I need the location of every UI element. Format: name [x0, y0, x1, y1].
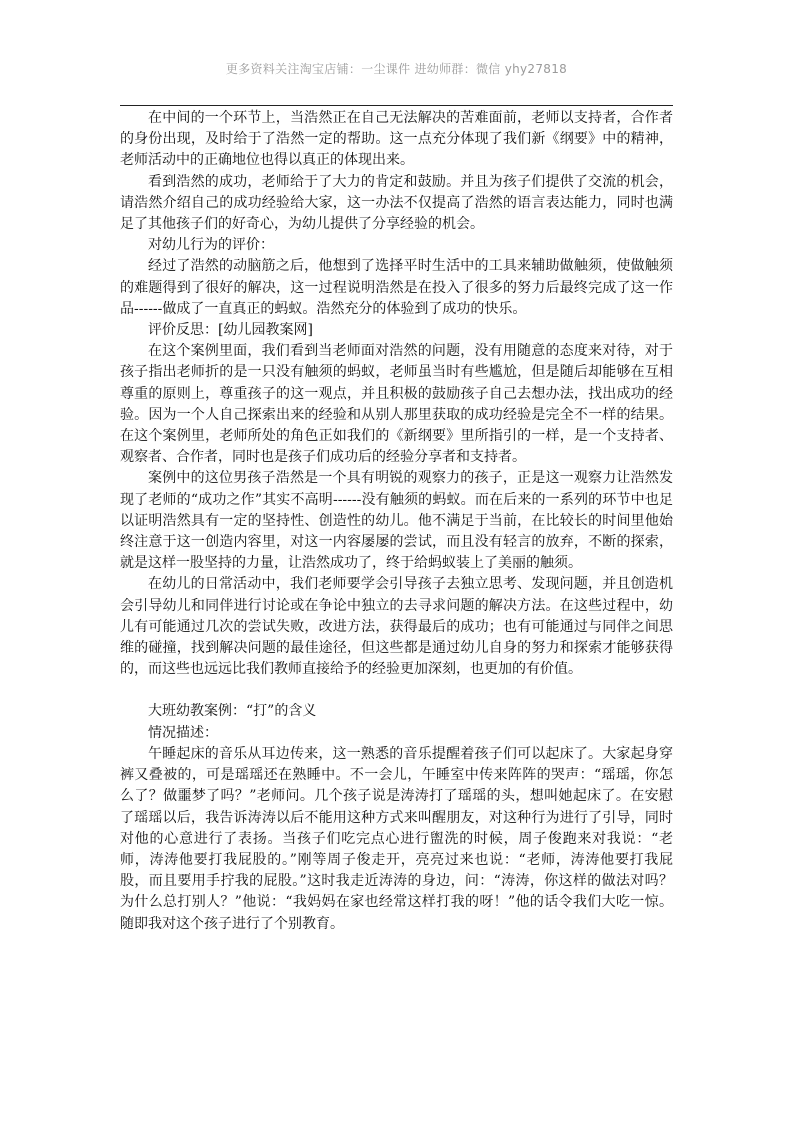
page-header-watermark: 更多资料关注淘宝店铺：一尘课件 进幼师群：微信 yhy27818 [225, 62, 568, 76]
paragraph: 在中间的一个环节上，当浩然正在自己无法解决的苦难面前，老师以支持者，合作者的身份出现，及时给于了浩然一定的帮助。这一点充分体现了我们新《纲要》中的精神，老师活动中的正确地位也得以真正的体现出来。 [120, 110, 673, 169]
section-label: 情况描述： [148, 724, 218, 741]
paragraph: 看到浩然的成功，老师给于了大力的肯定和鼓励。并且为孩子们提供了交流的机会，请浩然介绍自己的成功经验给大家，这一办法不仅提高了浩然的语言表达能力，同时也满足了其他孩子们的好奇心，为幼儿提供了分享经验的机会。 [120, 173, 673, 233]
document-body [120, 108, 673, 935]
section-label: 评价反思：[幼儿园教案网] [148, 322, 313, 339]
paragraph: 案例中的这位男孩子浩然是一个具有明锐的观察力的孩子，正是这一观察力让浩然发现了老师的“成功之作”其实不高明------没有触须的蚂蚁。而在后来的一系列的环节中也足以证明浩然具有一定的坚持性、创造性的幼儿。他不满足于当前，在比较长的时间里他始终注意于这一创造内容里，对这一内容屡屡的尝试，而且没有轻言的放弃，不断的探索，就是这样一股坚持的力量，让浩然成功了，终于给蚂蚁装上了美丽的触须。 [120, 470, 673, 572]
paragraph: 在幼儿的日常活动中，我们老师要学会引导孩子去独立思考、发现问题，并且创造机会引导幼儿和同伴进行讨论或在争论中独立的去寻求问题的解决方法。在这些过程中，幼儿有可能通过几次的尝试失败，改进方法，获得最后的成功；也有可能通过与同伴之间思维的碰撞，找到解决问题的最佳途径，但这些都是通过幼儿自身的努力和探索才能够获得的，而这些也远远比我们教师直接给予的经验更加深刻，也更加的有价值。 [120, 576, 673, 678]
header-divider [120, 105, 673, 106]
paragraph: 在这个案例里面，我们看到当老师面对浩然的问题，没有用随意的态度来对待，对于孩子指出老师折的是一只没有触须的蚂蚁，老师虽当时有些尴尬，但是随后却能够在互相尊重的原则上，尊重孩子的这一观点，并且积极的鼓励孩子自己去想办法，找出成功的经验。因为一个人自己探索出来的经验和从别人那里获取的成功经验是完全不一样的结果。在这个案例里，老师所处的角色正如我们的《新纲要》里所指引的一样，是一个支持者、观察者、合作者，同时也是孩子们成功后的经验分享者和支持者。 [120, 343, 673, 466]
case-title: 大班幼教案例：“打”的含义 [148, 703, 317, 720]
paragraph: 午睡起床的音乐从耳边传来，这一熟悉的音乐提醒着孩子们可以起床了。大家起身穿裤又叠被的，可是瑶瑶还在熟睡中。不一会儿，午睡室中传来阵阵的哭声：“瑶瑶，你怎么了？做噩梦了吗？”老师问。几个孩子说是涛涛打了瑶瑶的头，想叫她起床了。在安慰了瑶瑶以后，我告诉涛涛以后不能用这种方式来叫醒朋友，对这种行为进行了引导，同时对他的心意进行了表扬。当孩子们吃完点心进行盥洗的时候，周子俊跑来对我说：“老师，涛涛他要打我屁股的。”刚等周子俊走开，亮亮过来也说：“老师，涛涛他要打我屁股，而且要用手拧我的屁股。”这时我走近涛涛的身边，问：“涛涛，你这样的做法对吗？为什么总打别人？”他说：“我妈妈在家也经常这样打我的呀！”他的话令我们大吃一惊。随即我对这个孩子进行了个别教育。 [120, 745, 673, 932]
paragraph: 经过了浩然的动脑筋之后，他想到了选择平时生活中的工具来辅助做触须，使做触须的难题得到了很好的解决，这一过程说明浩然是在投入了很多的努力后最终完成了这一作品------做成了一直真正的蚂蚁。浩然充分的体验到了成功的快乐。 [120, 258, 673, 317]
section-label: 对幼儿行为的评价： [148, 237, 274, 254]
